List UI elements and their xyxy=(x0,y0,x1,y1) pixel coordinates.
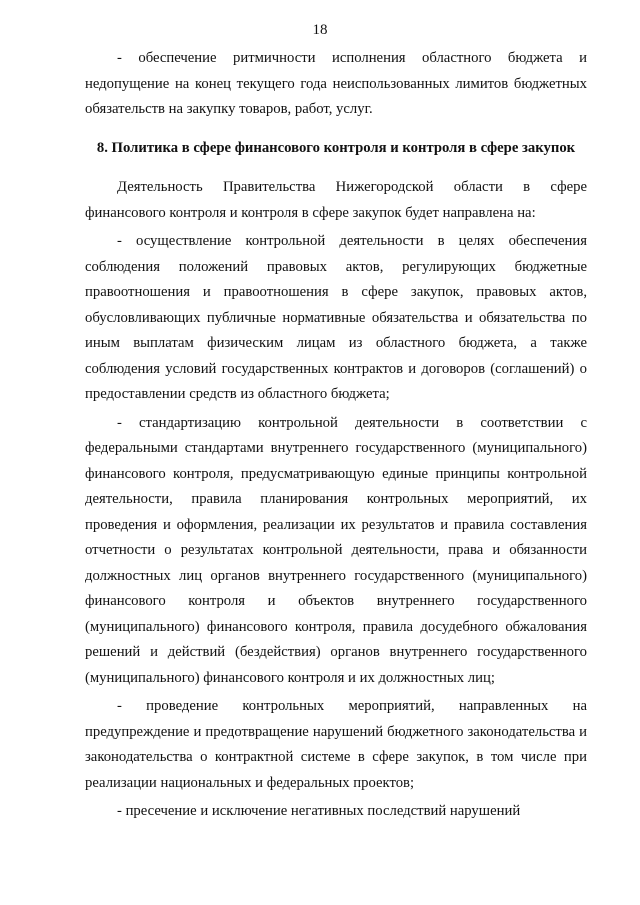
paragraph-4: - проведение контрольных мероприятий, направленных на предупреждение и предотвращение нарушений бюджетного законодательства и законодательства о контрактной системе в сфере закупок, в том числе при реализации национальных и федеральных проектов; xyxy=(85,698,587,791)
intro-paragraph: - обеспечение ритмичности исполнения областного бюджета и недопущение на конец текущего года неиспользованных лимитов бюджетных обязательств на закупку товаров, работ, услуг. xyxy=(85,50,587,117)
paragraph-5: - пресечение и исключение негативных последствий нарушений xyxy=(117,803,521,819)
document-body xyxy=(85,46,587,825)
page-number: 18 xyxy=(312,22,328,38)
paragraph-2: - осуществление контрольной деятельности в целях обеспечения соблюдения положений правовых актов, регулирующих бюджетные правоотношения и правоотношения в сфере закупок, правовых актов, обусловливающих публичные нормативные обязательства и обязательства по иным выплатам физическим лицам из областного бюджета, а также соблюдения условий государственных контрактов и договоров (соглашений) о предоставлении средств из областного бюджета; xyxy=(85,233,587,402)
paragraph-1: Деятельность Правительства Нижегородской области в сфере финансового контроля и контроля в сфере закупок будет направлена на: xyxy=(85,179,587,221)
paragraph-3: - стандартизацию контрольной деятельности в соответствии с федеральными стандартами внутреннего государственного (муниципального) финансового контроля, предусматривающую единые принципы контрольной деятельности, правила планирования контрольных мероприятий, их проведения и оформления, реализации их результатов и правила составления отчетности о результатах контрольной деятельности, права и обязанности должностных лиц органов внутреннего государственного (муниципального) финансового контроля и объектов внутреннего государственного (муниципального) финансового контроля, правила досудебного обжалования решений и действий (бездействия) органов внутреннего государственного (муниципального) финансового контроля и их должностных лиц; xyxy=(85,414,587,686)
section-heading: 8. Политика в сфере финансового контроля и контроля в сфере закупок xyxy=(96,139,576,156)
